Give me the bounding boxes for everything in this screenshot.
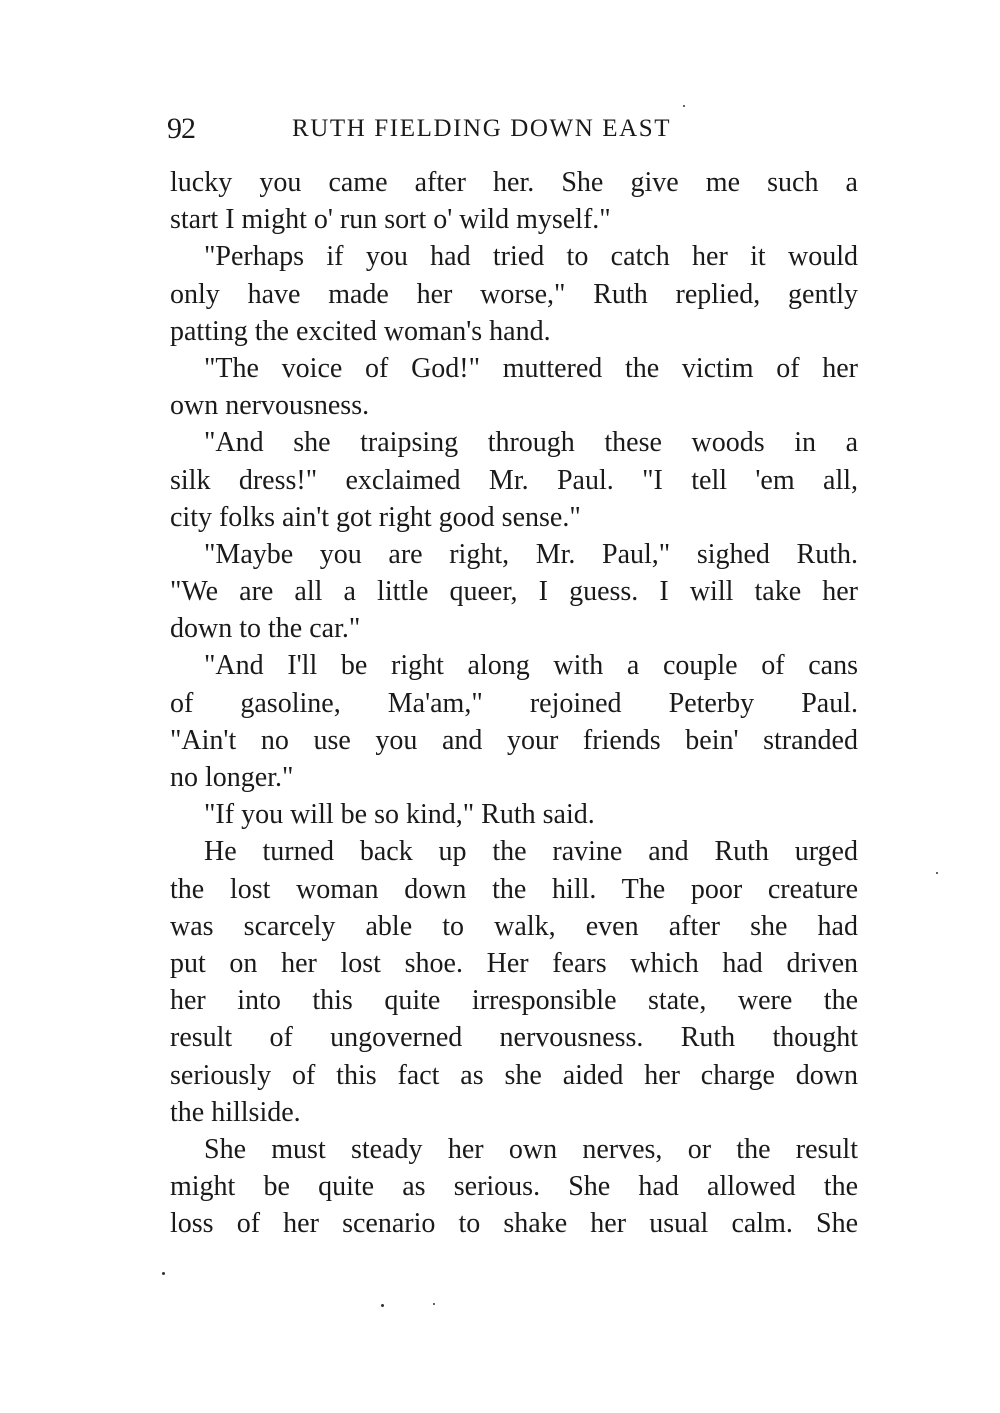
page-header <box>167 112 859 152</box>
text-line: was scarcely able to walk, even after she had <box>170 910 858 942</box>
text-line: "And I'll be right along with a couple of cans <box>204 650 858 682</box>
scan-speck <box>683 105 685 107</box>
scan-speck <box>936 872 938 874</box>
text-line: result of ungoverned nervousness. Ruth thought <box>170 1022 858 1054</box>
text-line: own nervousness. <box>170 390 370 422</box>
text-line: no longer." <box>170 762 294 793</box>
text-line: city folks ain't got right good sense." <box>170 501 581 533</box>
text-line: silk dress!" exclaimed Mr. Paul. "I tell 'em all, <box>170 464 858 496</box>
text-line: "Perhaps if you had tried to catch her it would <box>204 241 858 273</box>
text-line: "If you will be so kind," Ruth said. <box>204 799 595 831</box>
scan-speck <box>381 1304 384 1307</box>
text-line: She must steady her own nerves, or the result <box>204 1133 858 1165</box>
text-line: her into this quite irresponsible state, were the <box>170 985 858 1017</box>
scan-speck <box>433 1303 435 1305</box>
text-line: seriously of this fact as she aided her charge down <box>170 1059 858 1091</box>
text-line: patting the excited woman's hand. <box>170 315 551 347</box>
running-title: RUTH FIELDING DOWN EAST <box>292 115 672 142</box>
text-line: put on her lost shoe. Her fears which had driven <box>170 947 858 979</box>
body-text <box>170 164 858 1242</box>
text-line: only have made her worse," Ruth replied, gently <box>170 278 858 310</box>
text-line: might be quite as serious. She had allowed the <box>170 1171 858 1203</box>
text-line: the lost woman down the hill. The poor creature <box>170 873 858 905</box>
text-line: loss of her scenario to shake her usual calm. She <box>170 1208 858 1240</box>
text-line: "We are all a little queer, I guess. I will take her <box>170 576 858 608</box>
text-line: of gasoline, Ma'am," rejoined Peterby Paul. <box>170 687 858 719</box>
text-line: the hillside. <box>170 1096 301 1128</box>
text-line: "Maybe you are right, Mr. Paul," sighed Ruth. <box>204 538 858 570</box>
text-line: down to the car." <box>170 613 361 645</box>
text-line: "And she traipsing through these woods in a <box>204 427 858 459</box>
text-line: "Ain't no use you and your friends bein' stranded <box>170 724 858 756</box>
text-line: start I might o' run sort o' wild myself." <box>170 204 611 236</box>
scan-speck <box>162 1272 165 1275</box>
page-number: 92 <box>167 112 195 145</box>
text-line: "The voice of God!" muttered the victim of her <box>204 352 858 384</box>
text-line: lucky you came after her. She give me such a <box>170 167 858 198</box>
text-line: He turned back up the ravine and Ruth urged <box>204 836 858 868</box>
